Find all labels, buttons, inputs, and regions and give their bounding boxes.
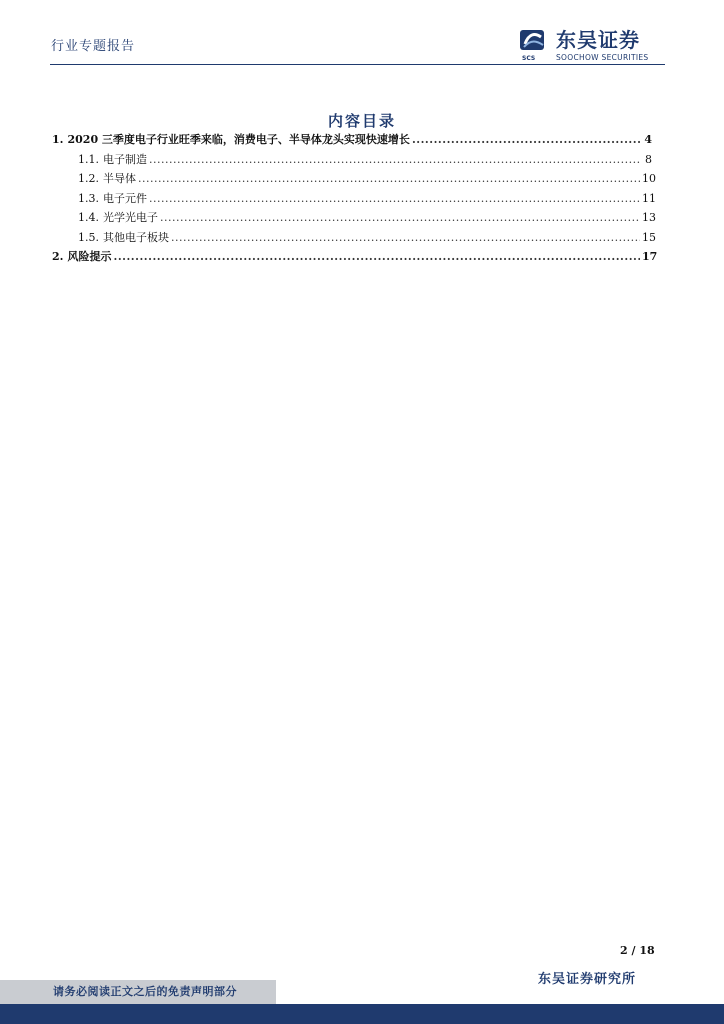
toc-leader-dots — [160, 211, 640, 224]
toc-entry[interactable] — [52, 248, 658, 268]
toc-entry-page: 17 — [642, 250, 658, 263]
toc-entry-title: 电子元件 — [103, 191, 147, 205]
toc-entry-number: 1. — [52, 133, 64, 146]
logo-name-cn: 东吴证券 — [556, 28, 640, 52]
table-of-contents — [52, 131, 658, 268]
toc-title: 内容目录 — [327, 112, 396, 130]
logo-name-en: SOOCHOW SECURITIES — [556, 53, 649, 62]
toc-entry[interactable] — [52, 131, 652, 151]
toc-entry-title: 其他电子板块 — [103, 230, 169, 244]
footer-bar — [0, 1004, 724, 1024]
toc-leader-dots — [149, 192, 640, 205]
toc-entry-number: 1.1. — [78, 152, 99, 166]
toc-entry-number: 1.2. — [78, 172, 99, 185]
disclaimer-text: 请务必阅读正文之后的免责声明部分 — [53, 985, 237, 998]
toc-entry-title: 半导体 — [103, 172, 136, 185]
toc-entry-number: 1.5. — [78, 230, 99, 244]
footer-firm-name: 东吴证券研究所 — [538, 972, 637, 987]
toc-leader-dots — [113, 250, 640, 263]
logo-abbr: SCS — [522, 55, 536, 62]
toc-entry-page: 8 — [645, 152, 652, 166]
toc-leader-dots — [138, 172, 640, 185]
toc-entry[interactable] — [52, 229, 656, 249]
toc-entry[interactable] — [52, 209, 656, 229]
toc-entry-page: 15 — [642, 230, 656, 244]
toc-entry[interactable] — [52, 170, 656, 190]
toc-entry-number: 2. — [52, 250, 64, 263]
company-logo — [519, 29, 669, 65]
toc-entry-page: 11 — [642, 191, 656, 205]
toc-leader-dots — [412, 133, 640, 146]
header-rule — [50, 64, 665, 65]
toc-leader-dots — [171, 231, 640, 244]
toc-entry[interactable] — [52, 190, 656, 210]
toc-entry-page: 10 — [642, 172, 656, 185]
toc-entry-number: 1.3. — [78, 191, 99, 205]
header-report-type: 行业专题报告 — [51, 39, 136, 54]
page-indicator: 2 / 18 — [620, 944, 655, 957]
toc-entry-title: 风险提示 — [67, 250, 112, 263]
toc-entry-title: 电子制造 — [103, 152, 147, 166]
toc-entry-title: 光学光电子 — [103, 211, 158, 224]
toc-entry[interactable] — [52, 151, 652, 171]
toc-entry-page: 13 — [642, 211, 656, 224]
toc-leader-dots — [149, 153, 640, 166]
toc-entry-page: 4 — [644, 133, 652, 146]
toc-entry-number: 1.4. — [78, 211, 99, 224]
toc-entry-title: 2020 三季度电子行业旺季来临，消费电子、半导体龙头实现快速增长 — [67, 133, 410, 146]
